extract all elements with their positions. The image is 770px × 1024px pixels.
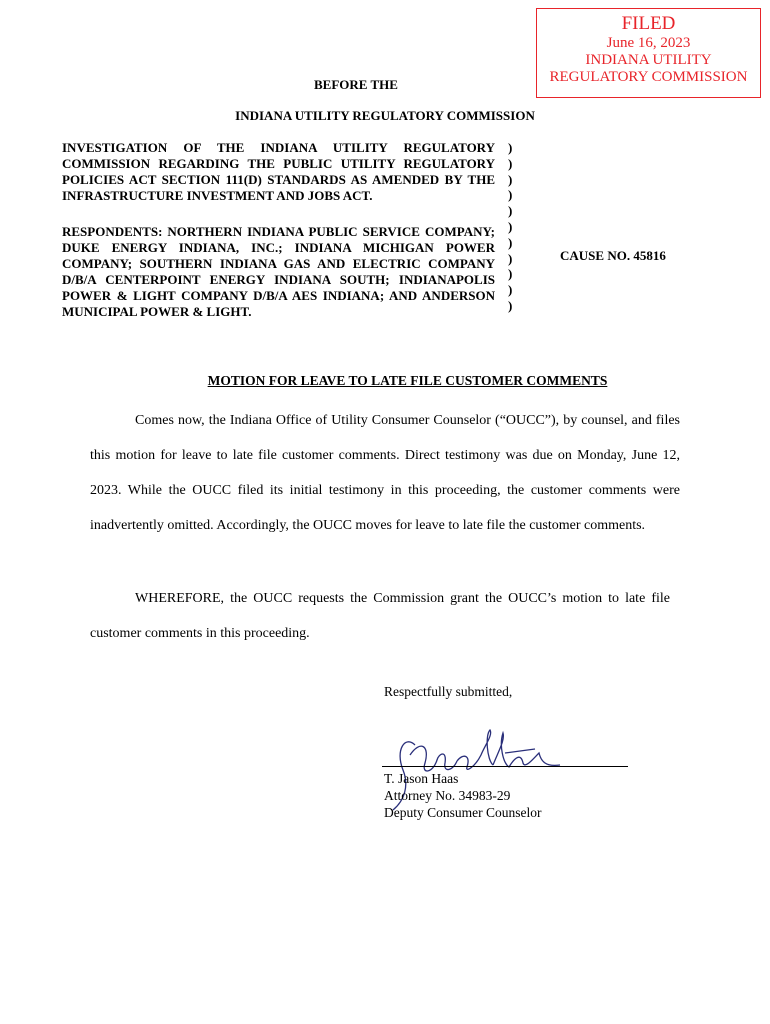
motion-title: MOTION FOR LEAVE TO LATE FILE CUSTOMER COMMENTS <box>207 373 608 388</box>
paren: ) <box>508 266 513 282</box>
cause-number: CAUSE NO. 45816 <box>560 248 666 263</box>
paren: ) <box>508 234 513 250</box>
caption-investigation: INVESTIGATION OF THE INDIANA UTILITY REGULATORY COMMISSION REGARDING THE PUBLIC UTILITY REGULATORY POLICIES ACT SECTION 111(D) STANDARDS AS AMENDED BY THE INFRASTRUCTURE INVESTMENT AND JOBS ACT. <box>62 140 495 203</box>
motion-paragraph-1: Comes now, the Indiana Office of Utility Consumer Counselor (“OUCC”), by counsel, and files this motion for leave to late file customer comments. Direct testimony was due on Monday, June 12, 2023. While the OUCC filed its initial testimony in this proceeding, the customer comments were inadvertently omitted. Accordingly, the OUCC moves for leave to late file the customer comments. <box>90 413 680 533</box>
signer-name: T. Jason Haas <box>384 771 459 786</box>
before-heading: BEFORE THE <box>314 77 398 92</box>
filed-stamp <box>536 8 761 98</box>
paren: ) <box>508 297 513 313</box>
motion-paragraph-2: WHEREFORE, the OUCC requests the Commission grant the OUCC’s motion to late file customer comments in this proceeding. <box>90 591 670 641</box>
stamp-date: June 16, 2023 <box>606 35 691 51</box>
paren: ) <box>508 140 513 155</box>
paren: ) <box>508 218 513 234</box>
stamp-status: FILED <box>621 13 676 34</box>
stamp-agency-line2: REGULATORY COMMISSION <box>549 69 748 85</box>
commission-heading: INDIANA UTILITY REGULATORY COMMISSION <box>235 108 535 123</box>
signer-title: Deputy Consumer Counselor <box>384 805 542 820</box>
caption-parentheses <box>508 140 512 314</box>
closing-text: Respectfully submitted, <box>384 684 513 699</box>
paren: ) <box>508 171 513 187</box>
paren: ) <box>508 155 513 171</box>
paren: ) <box>508 203 513 219</box>
caption-respondents: RESPONDENTS: NORTHERN INDIANA PUBLIC SERVICE COMPANY; DUKE ENERGY INDIANA, INC.; INDIANA MICHIGAN POWER COMPANY; SOUTHERN INDIANA GAS AND ELECTRIC COMPANY D/B/A CENTERPOINT ENERGY INDIANA SOUTH; INDIANAPOLIS POWER & LIGHT COMPANY D/B/A AES INDIANA; AND ANDERSON MUNICIPAL POWER & LIGHT. <box>62 224 495 319</box>
stamp-agency-line1: INDIANA UTILITY <box>585 52 712 68</box>
paren: ) <box>508 282 513 298</box>
paren: ) <box>508 187 513 203</box>
signature-line <box>382 766 628 767</box>
paren: ) <box>508 250 513 266</box>
attorney-number: Attorney No. 34983-29 <box>384 788 511 803</box>
